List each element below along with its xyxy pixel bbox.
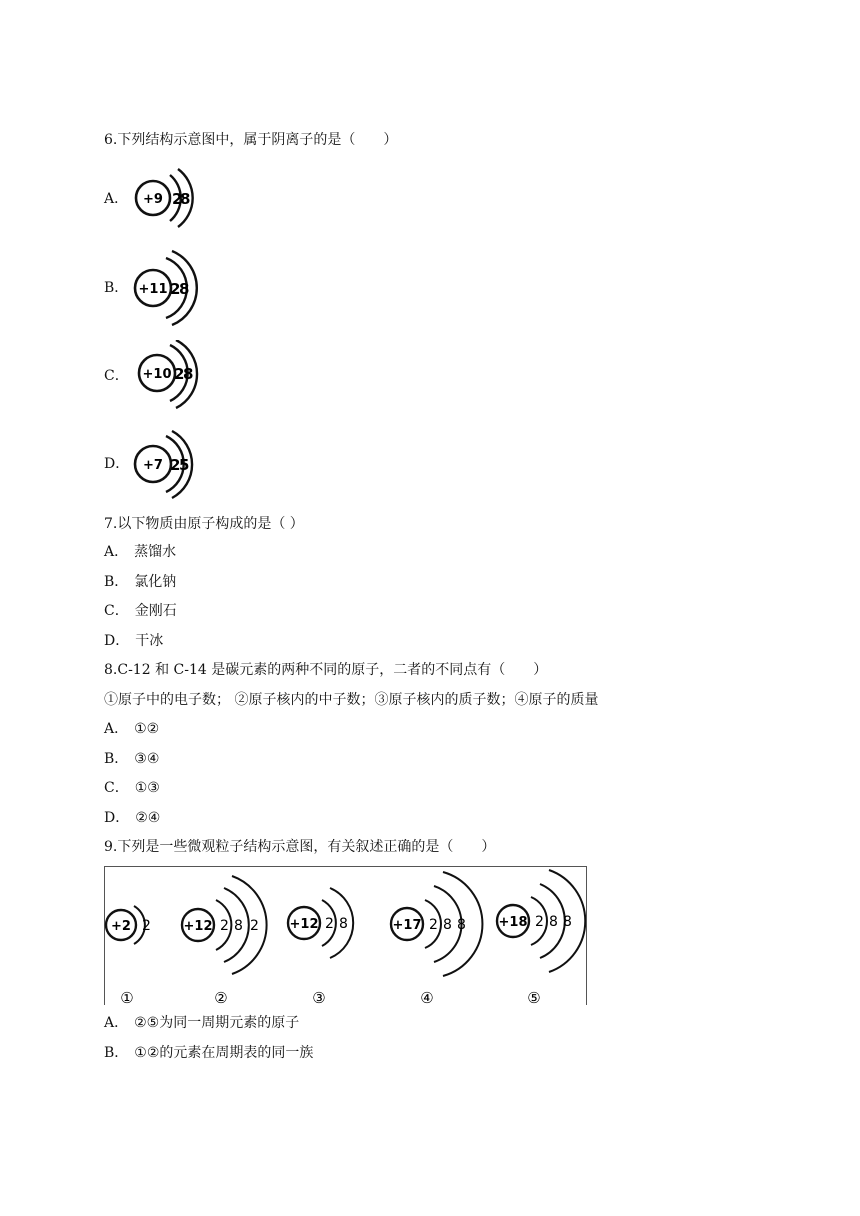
q7-option-c-text: 金刚石	[134, 603, 177, 619]
q9-p3-nucleus: +12	[289, 917, 319, 932]
q9-particle-2	[182, 876, 267, 1007]
q6-d-shell-1: 2	[170, 456, 181, 474]
q7-option-c-label: C．	[104, 603, 129, 619]
q9-p3-shell-1: 2	[325, 916, 334, 932]
q9-particle-figure	[104, 866, 586, 1008]
q6-b-shell-2: 8	[179, 280, 190, 298]
q6-a-nucleus: +9	[143, 192, 163, 207]
q9-p2-caption: ②	[214, 989, 228, 1007]
q9-option-b-text: ①②的元素在周期表的同一族	[134, 1045, 314, 1061]
q7-option-a-label: A．	[104, 544, 129, 560]
q7-option-d-label: D．	[104, 633, 130, 649]
q8-option-d	[104, 808, 160, 828]
q9-p5-caption: ⑤	[527, 989, 541, 1007]
q6-option-b-label: B．	[104, 280, 129, 296]
q9-p1-caption: ①	[120, 989, 134, 1007]
q9-p3-caption: ③	[312, 989, 326, 1007]
q8-option-b-label: B．	[104, 751, 129, 767]
q9-p4-caption: ④	[420, 989, 434, 1007]
q9-p5-shell-2: 8	[549, 914, 558, 930]
q6-option-c-diagram	[136, 340, 216, 412]
q9-p4-nucleus: +17	[392, 918, 422, 933]
q8-statements: ①原子中的电子数； ②原子核内的中子数；③原子核内的质子数；④原子的质量	[104, 692, 599, 708]
q9-p1-nucleus: +2	[111, 919, 131, 934]
q7-option-b-label: B．	[104, 574, 129, 590]
q9-p4-shell-3: 8	[457, 917, 466, 933]
q6-option-a-diagram	[132, 166, 212, 234]
q9-option-a-text: ②⑤为同一周期元素的原子	[134, 1015, 300, 1031]
q8-option-b-text: ③④	[134, 751, 160, 767]
q9-option-b-label: B．	[104, 1045, 129, 1061]
q6-d-shell-2: 5	[179, 456, 190, 474]
q9-particle-1	[106, 906, 151, 1007]
question-8-stem: 8.C-12 和 C-14 是碳元素的两种不同的原子，二者的不同点有（ ）	[104, 662, 548, 678]
question-6-stem: 6.下列结构示意图中，属于阴离子的是（ ）	[104, 132, 398, 148]
q7-option-c	[104, 601, 177, 621]
q6-a-shell-1: 2	[172, 190, 183, 208]
q7-option-d-text: 干冰	[135, 633, 164, 649]
q7-option-b	[104, 572, 176, 592]
q8-option-a-text: ①②	[134, 721, 160, 737]
q9-p2-nucleus: +12	[183, 919, 213, 934]
q9-p4-shell-2: 8	[443, 917, 452, 933]
q9-option-a-label: A．	[104, 1015, 129, 1031]
q8-option-c-text: ①③	[134, 780, 160, 796]
q6-b-shell-1: 2	[170, 280, 181, 298]
q9-particle-4	[391, 872, 482, 1007]
q7-option-a	[104, 542, 176, 562]
q9-p5-nucleus: +18	[498, 915, 528, 930]
q9-p5-shell-3: 8	[563, 914, 572, 930]
q9-option-b	[104, 1043, 313, 1063]
q6-c-shell-1: 2	[174, 365, 185, 383]
q9-p4-shell-1: 2	[429, 917, 438, 933]
q9-p2-shell-2: 8	[234, 918, 243, 934]
q6-option-c-label: C．	[104, 368, 129, 384]
q8-option-c-label: C．	[104, 780, 129, 796]
q6-option-b-diagram	[132, 248, 212, 326]
q8-option-d-text: ②④	[135, 810, 161, 826]
q6-b-nucleus: +11	[138, 282, 168, 297]
q6-option-a-label: A．	[104, 191, 129, 207]
question-9-stem: 9.下列是一些微观粒子结构示意图，有关叙述正确的是（ ）	[104, 839, 496, 855]
q9-particle-5	[497, 870, 585, 1007]
q8-option-a-label: A．	[104, 721, 129, 737]
q9-p3-shell-2: 8	[339, 916, 348, 932]
q9-particle-3	[288, 888, 353, 1007]
q9-p5-shell-1: 2	[535, 914, 544, 930]
q6-c-nucleus: +10	[142, 367, 172, 382]
q6-d-nucleus: +7	[143, 458, 163, 473]
question-7-stem: 7.以下物质由原子构成的是（ ）	[104, 516, 304, 532]
q7-option-d	[104, 631, 163, 651]
q6-c-shell-2: 8	[183, 365, 194, 383]
q9-p2-shell-3: 2	[250, 918, 259, 934]
q6-a-shell-2: 8	[180, 190, 191, 208]
q7-option-b-text: 氯化钠	[134, 574, 177, 590]
q9-option-a	[104, 1013, 299, 1033]
q8-option-d-label: D．	[104, 810, 130, 826]
q9-p2-shell-1: 2	[220, 918, 229, 934]
q6-option-d-diagram	[132, 430, 212, 500]
q7-option-a-text: 蒸馏水	[134, 544, 177, 560]
q6-option-d-label: D．	[104, 456, 130, 472]
q8-option-b	[104, 749, 159, 769]
q9-p1-shell-1: 2	[142, 918, 151, 934]
q8-option-c	[104, 778, 160, 798]
q8-option-a	[104, 719, 159, 739]
